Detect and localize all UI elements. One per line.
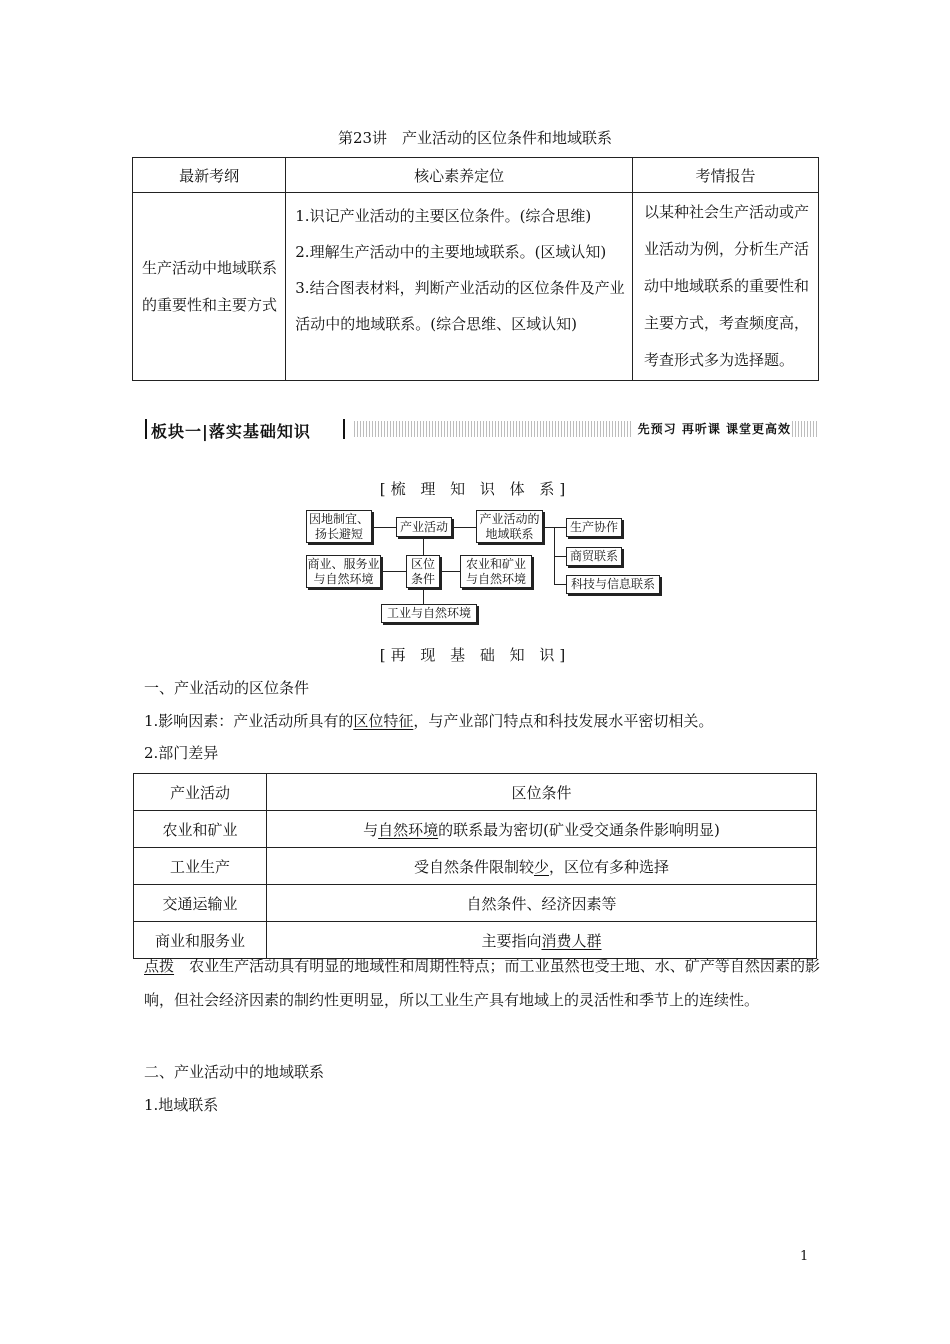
underlined-term: 区位特征 xyxy=(353,712,414,730)
connector-line xyxy=(554,556,566,557)
syllabus-table xyxy=(132,157,819,381)
diagram-node: 科技与信息联系 xyxy=(566,575,660,594)
diagram-node: 商贸联系 xyxy=(566,547,622,566)
sector-location-table xyxy=(133,773,817,959)
diagram-node: 农业和矿业与自然环境 xyxy=(460,555,532,588)
table-cell: 主要指向消费人群 xyxy=(267,922,817,959)
tip-label: 点拨 xyxy=(144,957,175,975)
paragraph-sector-differences: 2.部门差异 xyxy=(144,744,219,762)
connector-line xyxy=(372,527,396,528)
page-number: 1 xyxy=(800,1249,809,1264)
table-header-cell: 核心素养定位 xyxy=(286,158,633,193)
banner-title-box xyxy=(145,419,345,439)
connector-line xyxy=(554,584,566,585)
connector-line xyxy=(381,571,406,572)
diagram-node: 产业活动的地域联系 xyxy=(476,510,543,543)
exam-report-text: 以某种社会生产活动或产业活动为例，分析生产活动中地域联系的重要性和主要方式，考查频度高，考查形式多为选择题。 xyxy=(643,203,809,369)
list-item: 2.理解生产活动中的主要地域联系。(区域认知) xyxy=(295,243,607,261)
banner-title: 板块一|落实基础知识 xyxy=(151,422,311,441)
section-label-knowledge-system: [梳 理 知 识 体 系] xyxy=(379,480,571,498)
tip-paragraph xyxy=(144,949,820,1017)
heading-location-conditions: 一、产业活动的区位条件 xyxy=(144,679,310,697)
table-row xyxy=(134,811,817,848)
table-header-cell: 区位条件 xyxy=(267,774,817,811)
diagram-node: 区位条件 xyxy=(406,555,440,588)
banner-slogan: 先预习 再听课 课堂更高效 xyxy=(632,420,791,437)
page-title: 第23讲 产业活动的区位条件和地域联系 xyxy=(337,129,613,147)
table-header-row xyxy=(134,774,817,811)
list-item: 1.识记产业活动的主要区位条件。(综合思维) xyxy=(295,207,592,225)
table-cell: 交通运输业 xyxy=(134,885,267,922)
table-cell: 工业生产 xyxy=(134,848,267,885)
table-cell: 商业和服务业 xyxy=(134,922,267,959)
table-header-cell: 考情报告 xyxy=(632,158,818,193)
section-label-basics: [再 现 基 础 知 识] xyxy=(379,646,571,664)
paragraph-influencing-factors: 1.影响因素：产业活动所具有的区位特征，与产业部门特点和科技发展水平密切相关。 xyxy=(144,712,714,730)
diagram-node: 商业、服务业与自然环境 xyxy=(307,557,380,586)
section-banner xyxy=(132,417,819,441)
table-cell: 与自然环境的联系最为密切(矿业受交通条件影响明显) xyxy=(267,811,817,848)
diagram-node: 因地制宜、扬长避短 xyxy=(306,510,372,543)
table-row xyxy=(134,848,817,885)
table-cell: 农业和矿业 xyxy=(134,811,267,848)
outline-text: 生产活动中地域联系的重要性和主要方式 xyxy=(142,259,278,314)
table-row xyxy=(134,885,817,922)
paragraph-regional-links: 1.地域联系 xyxy=(144,1096,219,1114)
connector-line xyxy=(423,538,424,556)
diagram-node: 工业与自然环境 xyxy=(381,604,477,623)
table-cell: 自然条件、经济因素等 xyxy=(267,885,817,922)
table-row xyxy=(133,193,819,381)
connector-line xyxy=(440,571,460,572)
connector-line xyxy=(423,588,424,604)
list-item: 3.结合图表材料，判断产业活动的区位条件及产业活动中的地域联系。(综合思维、区域认知) xyxy=(295,279,625,333)
diagram-node: 生产协作 xyxy=(566,518,622,537)
table-header-cell: 产业活动 xyxy=(134,774,267,811)
table-header-row xyxy=(133,158,819,193)
table-cell: 受自然条件限制较少，区位有多种选择 xyxy=(267,848,817,885)
tip-text: 农业生产活动具有明显的地域性和周期性特点；而工业虽然也受土地、水、矿产等自然因素的影响，但社会经济因素的制约性更明显，所以工业生产具有地域上的灵活性和季节上的连续性。 xyxy=(144,957,820,1009)
table-header-cell: 最新考纲 xyxy=(133,158,286,193)
core-competency-list xyxy=(287,194,631,348)
heading-regional-links: 二、产业活动中的地域联系 xyxy=(144,1063,325,1081)
diagram-node: 产业活动 xyxy=(396,517,452,537)
connector-line xyxy=(452,527,476,528)
